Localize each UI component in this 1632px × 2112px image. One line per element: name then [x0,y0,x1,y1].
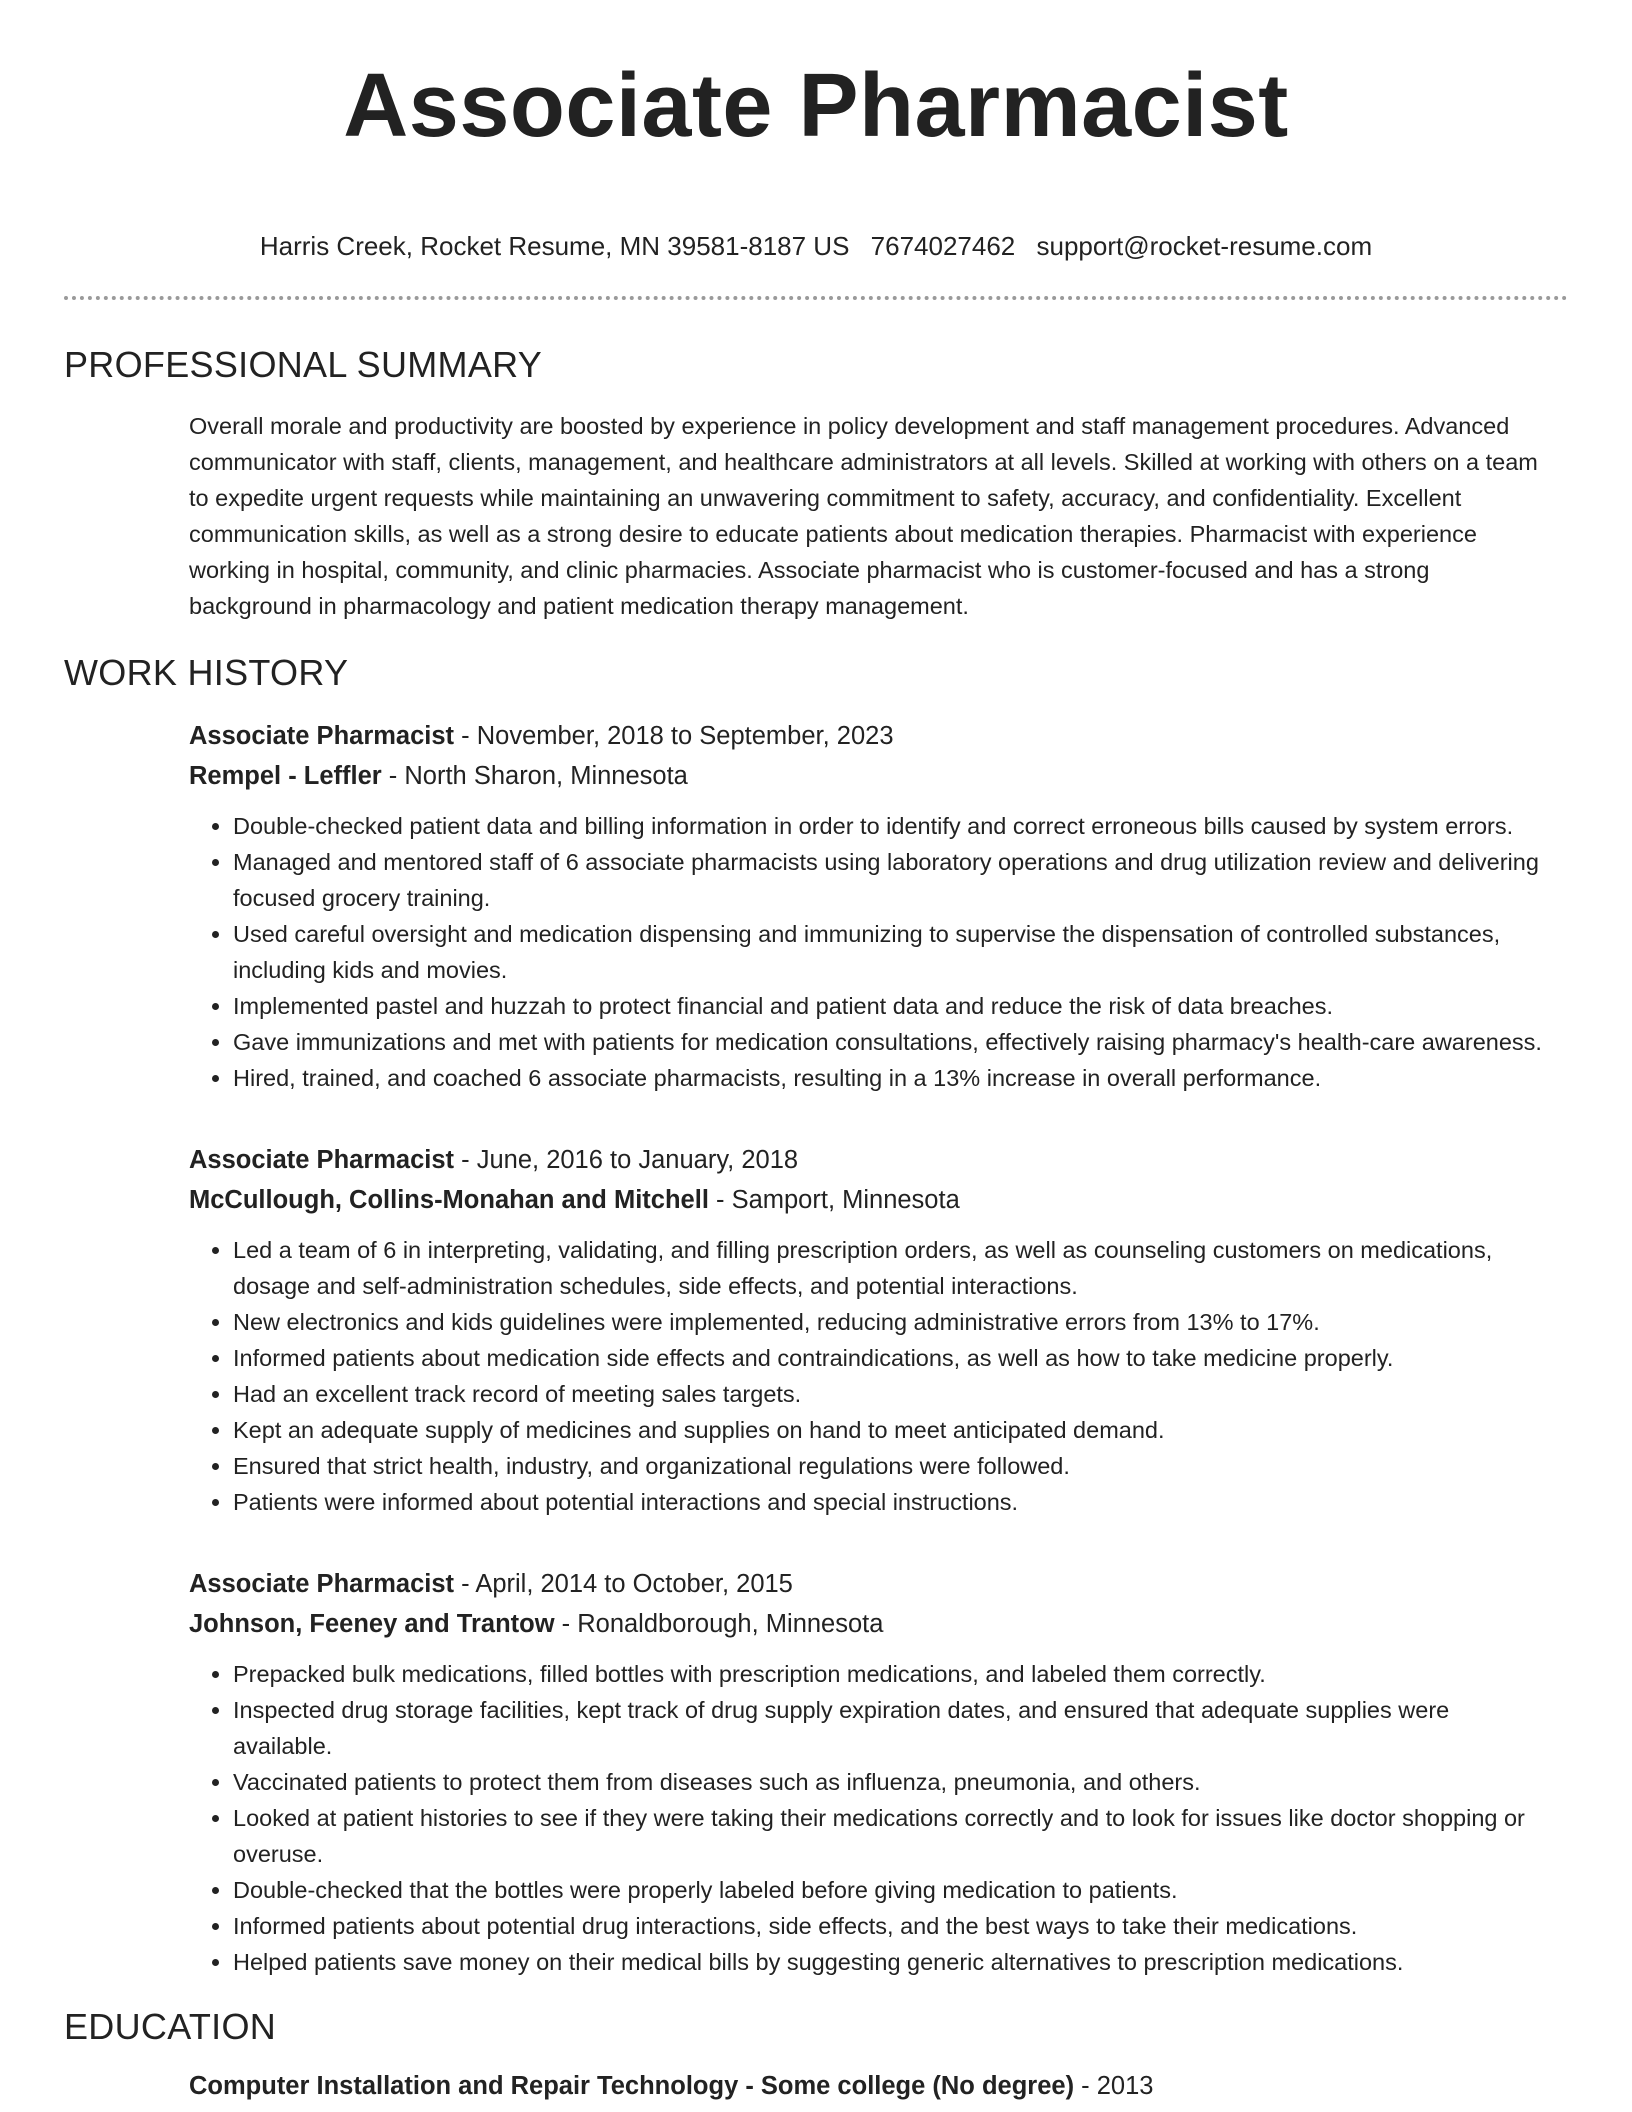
job-entry [189,1140,1554,1520]
job-bullet: • Informed patients about medication side effects and contraindications, as well as how to take medicine properly. [233,1340,1554,1376]
section-title-summary: PROFESSIONAL SUMMARY [64,344,543,385]
section-title-work-history: WORK HISTORY [64,652,349,693]
contact-phone: 7674027462 [870,231,1016,261]
job-bullet: • Hired, trained, and coached 6 associate pharmacists, resulting in a 13% increase in overall performance. [233,1060,1554,1096]
job-bullet: • Implemented pastel and huzzah to protect financial and patient data and reduce the risk of data breaches. [233,988,1554,1024]
job-bullet: • Used careful oversight and medication dispensing and immunizing to supervise the dispensation of controlled substances, including kids and movies. [233,916,1554,988]
education-year: - 2013 [1074,2072,1154,2100]
job-role: Associate Pharmacist [189,722,455,750]
job-location: - Ronaldborough, Minnesota [554,1610,884,1638]
job-bullet: • New electronics and kids guidelines were implemented, reducing administrative errors from 13% to 17%. [233,1304,1554,1340]
summary-text: Overall morale and productivity are boosted by experience in policy development and staff management procedures. Advanced communicator with staff, clients, management, and healthcare administrators at all levels. Skilled at working with others on a team to expedite urgent requests while maintaining an unwavering commitment to safety, accuracy, and confidentiality. Excellent communication skills, as well as a strong desire to educate patients about medication therapies. Pharmacist with experience working in hospital, community, and clinic pharmacies. Associate pharmacist who is customer-focused and has a strong background in pharmacology and patient medication therapy management. [189,413,1538,619]
education-program: Computer Installation and Repair Technology - Some college (No degree) [189,2072,1075,2100]
summary-section [189,408,1554,624]
work-history-section [189,716,1554,1980]
education-section [189,2066,1554,2106]
section-title-education: EDUCATION [64,2006,277,2047]
job-bullet: • Inspected drug storage facilities, kept track of drug supply expiration dates, and ensured that adequate supplies were available. [233,1692,1554,1764]
job-bullet: • Had an excellent track record of meeting sales targets. [233,1376,1554,1412]
header-divider [64,296,1568,300]
job-company-line [189,756,1554,796]
job-company: Johnson, Feeney and Trantow [189,1610,555,1638]
job-role: Associate Pharmacist [189,1570,455,1598]
contact-line [0,230,1632,262]
job-bullets [189,808,1554,1096]
job-bullet: • Looked at patient histories to see if they were taking their medications correctly and to look for issues like doctor shopping or overuse. [233,1800,1554,1872]
job-company: Rempel - Leffler [189,762,382,790]
job-bullet: • Kept an adequate supply of medicines and supplies on hand to meet anticipated demand. [233,1412,1554,1448]
job-company-line [189,1180,1554,1220]
job-title-line [189,1564,1554,1604]
job-title-line [189,716,1554,756]
contact-address: Harris Creek, Rocket Resume, MN 39581-8187 US [259,231,850,261]
education-entry [189,2066,1554,2106]
job-bullet: • Gave immunizations and met with patients for medication consultations, effectively raising pharmacy's health-care awareness. [233,1024,1554,1060]
job-bullet: • Ensured that strict health, industry, and organizational regulations were followed. [233,1448,1554,1484]
candidate-name: Associate Pharmacist [343,56,1289,156]
job-entry [189,716,1554,1096]
job-entry [189,1564,1554,1980]
job-bullet: • Managed and mentored staff of 6 associate pharmacists using laboratory operations and drug utilization review and delivering focused grocery training. [233,844,1554,916]
job-dates: - April, 2014 to October, 2015 [454,1570,793,1598]
job-company: McCullough, Collins-Monahan and Mitchell [189,1186,709,1214]
job-bullets [189,1232,1554,1520]
job-role: Associate Pharmacist [189,1146,455,1174]
contact-email: support@rocket-resume.com [1036,231,1373,261]
job-bullet: • Prepacked bulk medications, filled bottles with prescription medications, and labeled them correctly. [233,1656,1554,1692]
job-dates: - June, 2016 to January, 2018 [454,1146,799,1174]
job-bullet: • Double-checked patient data and billing information in order to identify and correct erroneous bills caused by system errors. [233,808,1554,844]
job-bullets [189,1656,1554,1980]
job-bullet: • Informed patients about potential drug interactions, side effects, and the best ways to take their medications. [233,1908,1554,1944]
job-title-line [189,1140,1554,1180]
job-bullet: • Double-checked that the bottles were properly labeled before giving medication to patients. [233,1872,1554,1908]
job-company-line [189,1604,1554,1644]
job-location: - North Sharon, Minnesota [381,762,688,790]
job-bullet: • Led a team of 6 in interpreting, validating, and filling prescription orders, as well as counseling customers on medications, dosage and self-administration schedules, side effects, and potential interactions. [233,1232,1554,1304]
job-dates: - November, 2018 to September, 2023 [454,722,894,750]
job-bullet: • Helped patients save money on their medical bills by suggesting generic alternatives to prescription medications. [233,1944,1554,1980]
job-bullet: • Patients were informed about potential interactions and special instructions. [233,1484,1554,1520]
job-bullet: • Vaccinated patients to protect them from diseases such as influenza, pneumonia, and others. [233,1764,1554,1800]
job-location: - Samport, Minnesota [708,1186,960,1214]
